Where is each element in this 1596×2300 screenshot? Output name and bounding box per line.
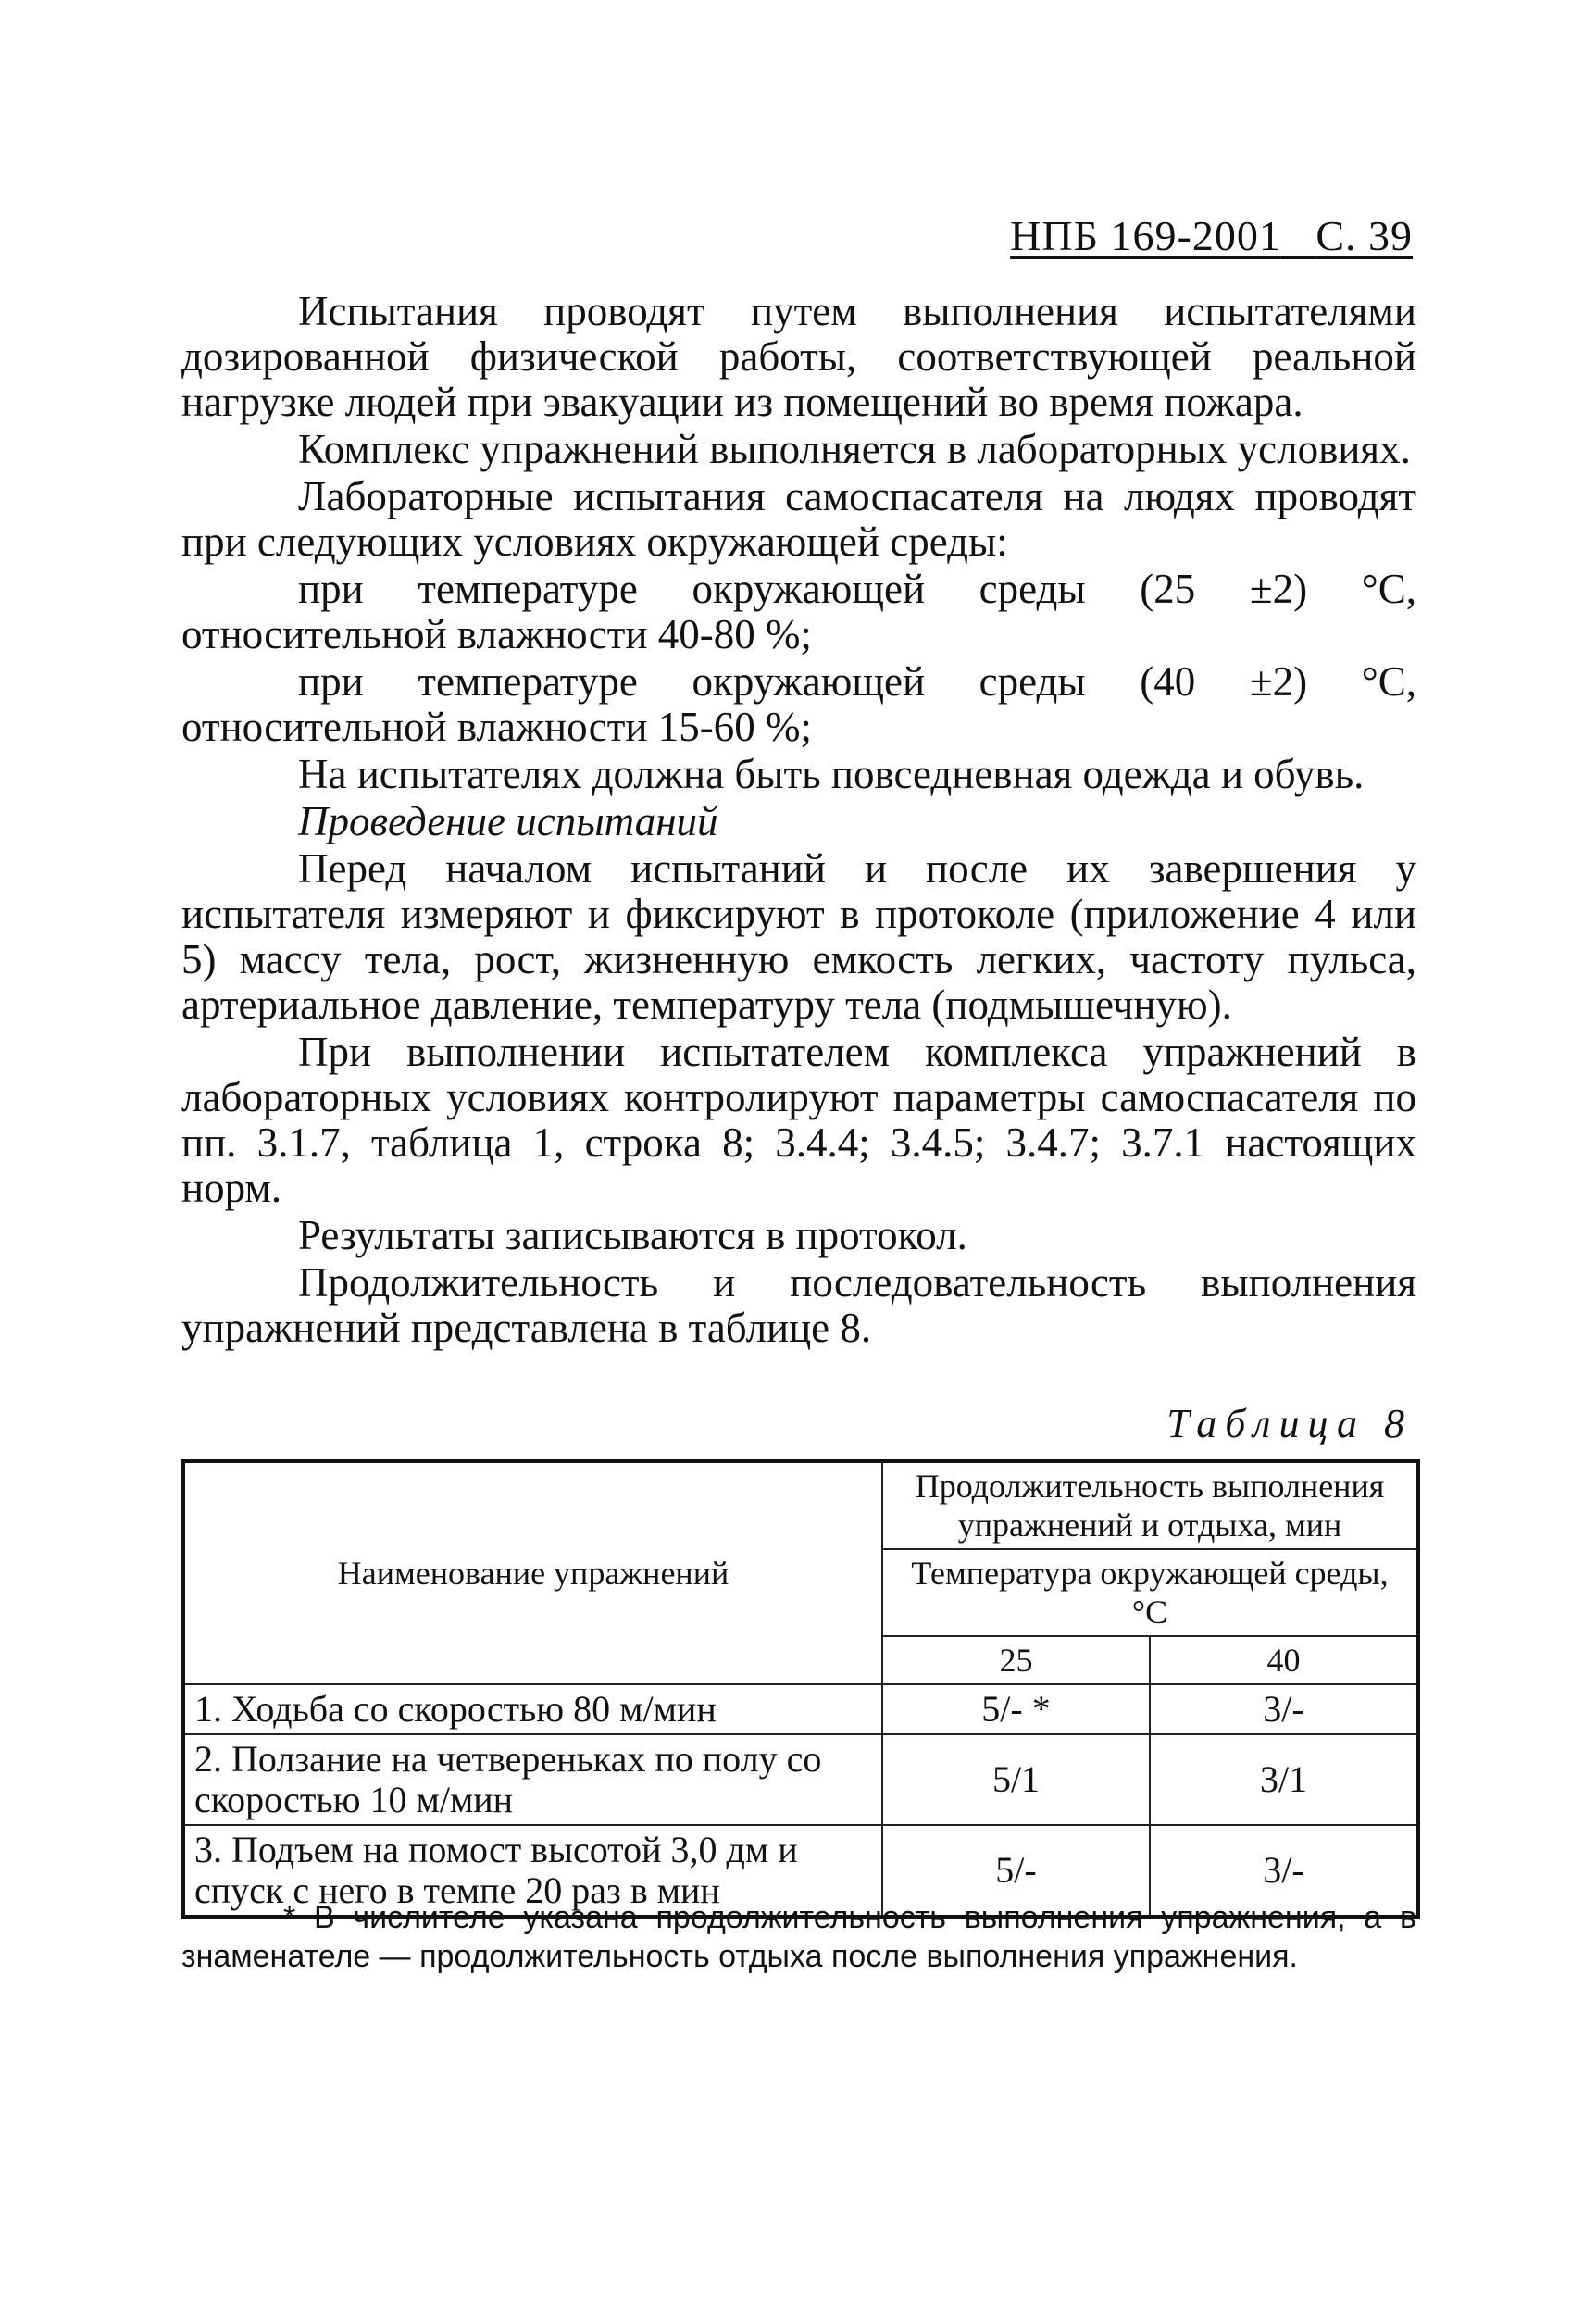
paragraph: При выполнении испытателем комплекса упражнений в лабораторных условиях контролируют параметры самоспасателя по пп. 3.1.7, таблица 1, строка 8; 3.4.4; 3.4.5; 3.4.7; 3.7.1 настоящих норм. — [181, 1029, 1416, 1211]
paragraph: Продолжительность и последовательность выполнения упражнений представлена в таблице 8. — [181, 1259, 1416, 1351]
table-footnote — [181, 1898, 1416, 1976]
paragraph: Испытания проводят путем выполнения испытателями дозированной физической работы, соответствующей реальной нагрузке людей при эвакуации из помещений во время пожара. — [181, 288, 1416, 425]
duration-40: 3/- — [1150, 1684, 1418, 1734]
header-duration: Продолжительность выполнения упражнений и отдыха, мин — [882, 1461, 1418, 1549]
paragraph: при температуре окружающей среды (25 ±2) °С, относительной влажности 40-80 %; — [181, 566, 1416, 657]
paragraph: Комплекс упражнений выполняется в лабораторных условиях. — [298, 426, 1411, 472]
exercise-table — [181, 1459, 1420, 1919]
table-row — [183, 1684, 1418, 1734]
table-caption: Таблица 8 — [1166, 1401, 1413, 1446]
paragraph: Лабораторные испытания самоспасателя на людях проводят при следующих условиях окружающей среды: — [181, 473, 1416, 565]
duration-40: 3/1 — [1150, 1734, 1418, 1825]
exercise-name: 3. Подъем на помост высотой 3,0 дм и спуск с него в темпе 20 раз в мин — [183, 1825, 882, 1917]
section-heading: Проведение испытаний — [298, 798, 718, 844]
paragraph: Результаты записываются в протокол. — [298, 1212, 967, 1258]
footnote-text: * В числителе указана продолжительность выполнения упражнения, а в знаменателе — продолжительность отдыха после выполнения упражнения. — [181, 1900, 1416, 1974]
paragraph: На испытателях должна быть повседневная одежда и обувь. — [298, 751, 1365, 797]
header-temp-25: 25 — [882, 1636, 1150, 1684]
header-temperature: Температура окружающей среды, °С — [882, 1549, 1418, 1636]
header-temp-40: 40 — [1150, 1636, 1418, 1684]
paragraph: Перед началом испытаний и после их завершения у испытателя измеряют и фиксируют в протоколе (приложение 4 или 5) массу тела, рост, жизненную емкость легких, частоту пульса, артериальное давление, температуру тела (подмышечную). — [181, 845, 1416, 1028]
table-header-row — [183, 1461, 1418, 1549]
header-exercise-name: Наименование упражнений — [183, 1461, 882, 1684]
document-number: НПБ 169-2001 — [1010, 212, 1281, 259]
page-number: С. 39 — [1315, 212, 1413, 259]
duration-25: 5/- — [882, 1825, 1150, 1917]
exercise-name: 1. Ходьба со скоростью 80 м/мин — [183, 1684, 882, 1734]
body-text — [181, 289, 1416, 1353]
duration-40: 3/- — [1150, 1825, 1418, 1917]
paragraph: при температуре окружающей среды (40 ±2) °С, относительной влажности 15-60 %; — [181, 658, 1416, 750]
table-row — [183, 1734, 1418, 1825]
exercise-name: 2. Ползание на четвереньках по полу со скоростью 10 м/мин — [183, 1734, 882, 1825]
duration-25: 5/1 — [882, 1734, 1150, 1825]
duration-25: 5/- * — [882, 1684, 1150, 1734]
page-header — [1010, 211, 1413, 260]
